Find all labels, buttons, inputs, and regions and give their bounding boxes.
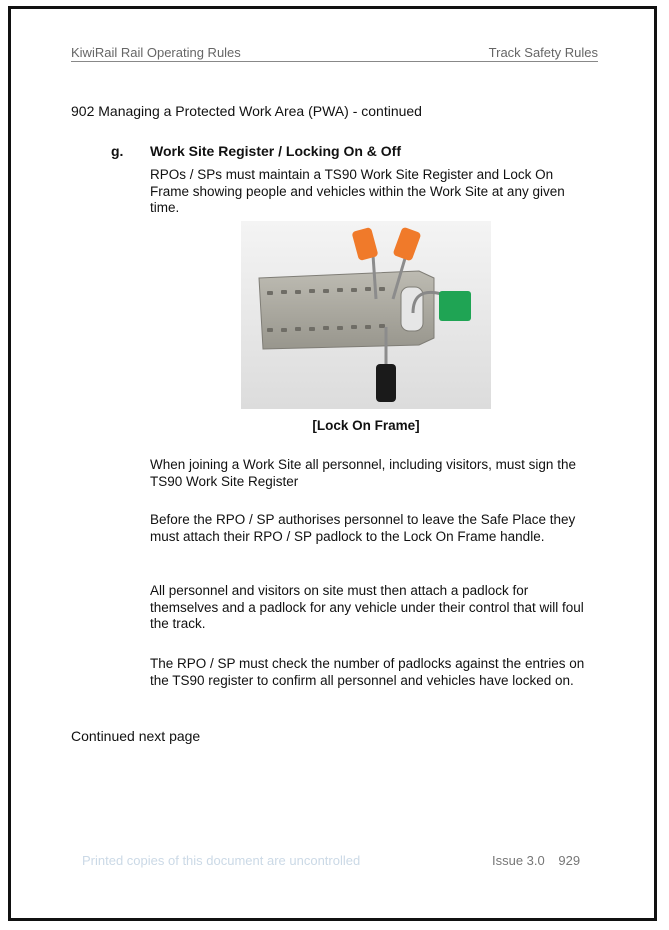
header-divider: [71, 61, 598, 62]
continued-next-page: Continued next page: [71, 728, 201, 744]
header-right: Track Safety Rules: [488, 45, 598, 60]
section-title: 902 Managing a Protected Work Area (PWA) - continued: [71, 103, 422, 119]
header-left: KiwiRail Rail Operating Rules: [71, 45, 241, 60]
footer-page-number: 929: [558, 853, 581, 868]
paragraph-personnel-padlocks: All personnel and visitors on site must then attach a padlock for themselves and a padlock for any vehicle under their control that will foul the track.: [150, 583, 584, 631]
lock-on-frame-photo: [241, 221, 491, 409]
paragraph-check-padlocks: The RPO / SP must check the number of padlocks against the entries on the TS90 register to confirm all personnel and vehicles have locked on.: [150, 656, 585, 688]
paragraph-rpo-padlock: Before the RPO / SP authorises personnel to leave the Safe Place they must attach their RPO / SP padlock to the Lock On Frame handle.: [150, 512, 576, 544]
footer-disclaimer: Printed copies of this document are uncontrolled: [82, 853, 361, 868]
footer-issue-page: [492, 853, 590, 868]
item-letter: g.: [111, 143, 124, 159]
item-heading: Work Site Register / Locking On & Off: [150, 143, 401, 159]
paragraph-intro: RPOs / SPs must maintain a TS90 Work Site Register and Lock On Frame showing people and vehicles within the Work Site at any given time.: [150, 167, 565, 215]
figure-caption: [Lock On Frame]: [312, 418, 420, 433]
paragraph-sign-register: When joining a Work Site all personnel, including visitors, must sign the TS90 Work Site Register: [150, 457, 576, 489]
footer-issue: Issue 3.0: [492, 853, 545, 868]
